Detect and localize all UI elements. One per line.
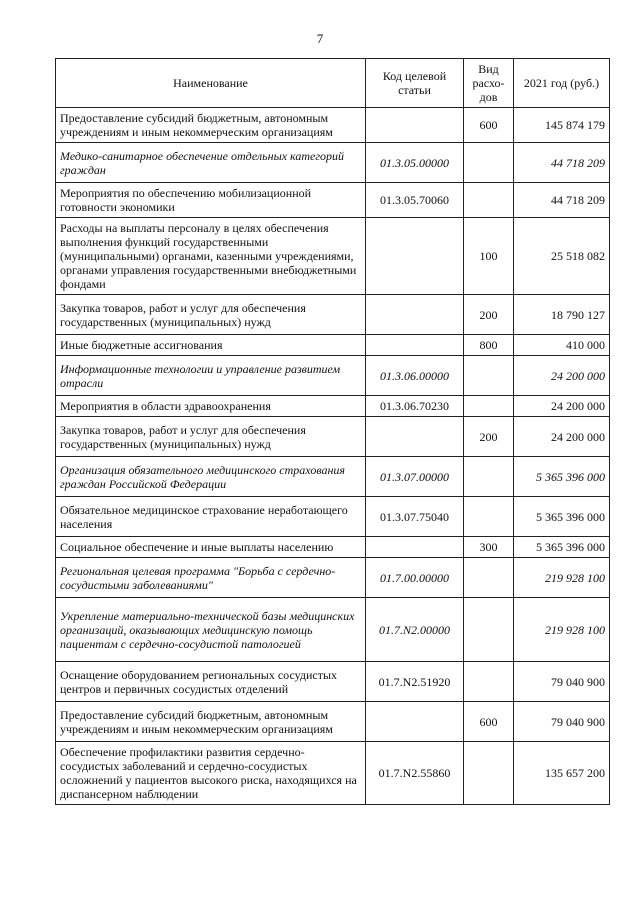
row-code: 01.3.07.75040 [366,497,464,537]
row-amount: 5 365 396 000 [514,537,610,558]
row-name: Обязательное медицинское страхование неработающего населения [56,497,366,537]
row-amount: 5 365 396 000 [514,457,610,497]
row-name: Иные бюджетные ассигнования [56,335,366,356]
row-code [366,335,464,356]
row-type [464,356,514,396]
row-name: Предоставление субсидий бюджетным, автономным учреждениям и иным некоммерческим организациям [56,702,366,742]
table-row [56,108,610,143]
row-amount: 5 365 396 000 [514,497,610,537]
row-type: 200 [464,295,514,335]
row-name: Предоставление субсидий бюджетным, автономным учреждениям и иным некоммерческим организациям [56,108,366,143]
table-row [56,598,610,662]
row-type: 600 [464,108,514,143]
row-name: Закупка товаров, работ и услуг для обеспечения государственных (муниципальных) нужд [56,295,366,335]
row-amount: 25 518 082 [514,218,610,295]
row-amount: 135 657 200 [514,742,610,805]
header-name: Наименование [56,59,366,108]
row-amount: 79 040 900 [514,702,610,742]
row-amount: 24 200 000 [514,356,610,396]
row-code [366,702,464,742]
row-code [366,108,464,143]
row-amount: 44 718 209 [514,143,610,183]
table-row [56,335,610,356]
row-type: 800 [464,335,514,356]
row-amount: 44 718 209 [514,183,610,218]
row-code: 01.7.N2.51920 [366,662,464,702]
table-row [56,457,610,497]
row-code [366,537,464,558]
header-code: Код целевой статьи [366,59,464,108]
row-type [464,183,514,218]
table-row [56,218,610,295]
row-name: Мероприятия в области здравоохранения [56,396,366,417]
table-row [56,356,610,396]
row-code: 01.7.00.00000 [366,558,464,598]
row-amount: 24 200 000 [514,417,610,457]
table-row [56,662,610,702]
table-row [56,417,610,457]
table-row [56,537,610,558]
row-type [464,143,514,183]
row-amount: 145 874 179 [514,108,610,143]
row-type: 300 [464,537,514,558]
row-code: 01.3.05.00000 [366,143,464,183]
row-code [366,295,464,335]
row-code: 01.3.05.70060 [366,183,464,218]
table-row [56,396,610,417]
row-amount: 79 040 900 [514,662,610,702]
row-type: 100 [464,218,514,295]
row-name: Оснащение оборудованием региональных сосудистых центров и первичных сосудистых отделений [56,662,366,702]
table-row [56,497,610,537]
row-amount: 219 928 100 [514,598,610,662]
row-name: Расходы на выплаты персоналу в целях обеспечения выполнения функций государственными (муниципальными) органами, казенными учреждениями, органами управления государственными внебюджетными фондами [56,218,366,295]
row-name: Информационные технологии и управление развитием отрасли [56,356,366,396]
row-amount: 219 928 100 [514,558,610,598]
row-type [464,662,514,702]
budget-table [55,58,610,805]
table-row [56,558,610,598]
row-type: 600 [464,702,514,742]
row-type [464,396,514,417]
header-year: 2021 год (руб.) [514,59,610,108]
row-name: Организация обязательного медицинского страхования граждан Российской Федерации [56,457,366,497]
header-type: Вид расхо-дов [464,59,514,108]
row-type [464,558,514,598]
row-name: Социальное обеспечение и иные выплаты населению [56,537,366,558]
table-row [56,742,610,805]
row-code [366,218,464,295]
row-code: 01.3.06.00000 [366,356,464,396]
table-row [56,183,610,218]
table-row [56,143,610,183]
row-amount: 24 200 000 [514,396,610,417]
row-type: 200 [464,417,514,457]
row-name: Медико-санитарное обеспечение отдельных категорий граждан [56,143,366,183]
row-amount: 18 790 127 [514,295,610,335]
row-code: 01.3.06.70230 [366,396,464,417]
row-name: Мероприятия по обеспечению мобилизационной готовности экономики [56,183,366,218]
row-code: 01.3.07.00000 [366,457,464,497]
row-type [464,742,514,805]
row-type [464,497,514,537]
table-row [56,295,610,335]
page-number: 7 [316,31,324,46]
row-name: Региональная целевая программа "Борьба с сердечно-сосудистыми заболеваниями" [56,558,366,598]
row-name: Закупка товаров, работ и услуг для обеспечения государственных (муниципальных) нужд [56,417,366,457]
row-name: Укрепление материально-технической базы медицинских организаций, оказывающих медицинскую помощь пациентам с сердечно-сосудистой патологией [56,598,366,662]
header-row [56,59,610,108]
row-code: 01.7.N2.55860 [366,742,464,805]
row-code: 01.7.N2.00000 [366,598,464,662]
row-name: Обеспечение профилактики развития сердечно-сосудистых заболеваний и сердечно-сосудистых осложнений у пациентов высокого риска, находящихся на диспансерном наблюдении [56,742,366,805]
row-amount: 410 000 [514,335,610,356]
row-type [464,457,514,497]
row-code [366,417,464,457]
table-row [56,702,610,742]
row-type [464,598,514,662]
